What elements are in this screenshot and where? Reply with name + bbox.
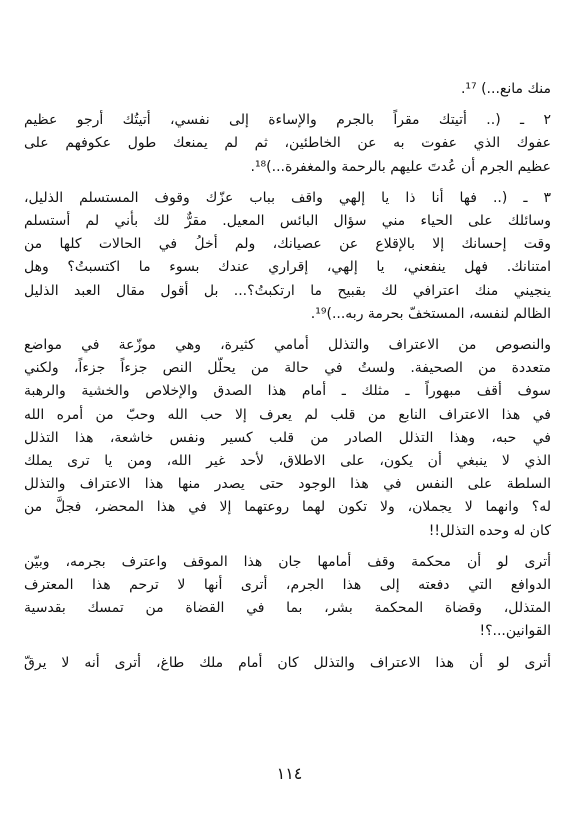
text-line: أترى لو أن هذا الاعتراف والتذلل كان أمام ملك طاغ، أترى أنه لا يرقّ bbox=[24, 654, 551, 671]
paragraph-gap bbox=[24, 326, 551, 334]
text-line: ٣ ـ (.. فها أنا ذا يا إلهي واقف بباب عزّك وقوف المستسلم الذليل، bbox=[24, 189, 551, 206]
paragraph bbox=[24, 187, 551, 326]
text-line: في هذا الاعتراف النابع من قلب لم يعرف إلا حب الله وحبّ من أمره الله bbox=[24, 406, 551, 423]
text-line: وسائلك على الحياء مني سؤال البائس المعيل. مقرٌّ لك بأني لم أستسلم bbox=[24, 213, 551, 230]
paragraph bbox=[24, 551, 551, 644]
page-number: ١١٤ bbox=[276, 764, 303, 783]
page-body-text bbox=[24, 78, 551, 675]
paragraph bbox=[24, 109, 551, 179]
text-line: كان له وحده التذلل!! bbox=[428, 522, 551, 539]
paragraph bbox=[24, 652, 551, 675]
text-line: السلطة على النفس في هذا الوجود حتى يصدر منها هذا الاعتراف والتذلل bbox=[24, 476, 551, 493]
paragraph-gap bbox=[24, 101, 551, 109]
text-line: عظيم الجرم أن عُدتَ عليهم بالرحمة والمغفرة...)¹⁸. bbox=[250, 158, 551, 175]
paragraph bbox=[24, 78, 551, 101]
paragraph-gap bbox=[24, 644, 551, 652]
text-line: وقت إحسانك إلا بالإقلاع عن عصيانك، ولم أخلُ في الحالات كلها من bbox=[24, 236, 551, 253]
text-line: في حبه، وهذا التذلل الصادر من قلب كسير ونفس خاشعة، هذا التذلل bbox=[24, 429, 551, 446]
text-line: الذي لا ينبغي أن يكون، على الاطلاق، لأحد غير الله، ومن يا ترى يملك bbox=[24, 453, 551, 470]
paragraph bbox=[24, 334, 551, 543]
text-line: عفوك الذي عفوت به عن الخاطئين، ثم لم يمنعك طول عكوفهم على bbox=[24, 135, 551, 152]
text-line: والنصوص من الاعتراف والتذلل أمامي كثيرة، وهي موزّعة في مواضع bbox=[24, 337, 551, 354]
text-line: ينجيني منك اعترافي لك بقبيح ما ارتكبتُ؟... بل أقول مقال العبد الذليل bbox=[24, 282, 551, 299]
text-line: القوانين...؟! bbox=[479, 623, 551, 640]
text-line: سوف أقف مبهوراً ـ مثلك ـ أمام هذا الصدق والإخلاص والخشية والرهبة bbox=[24, 383, 551, 400]
text-line: متعددة من الصحيفة. ولستُ في حالة من يحلّل النص جزءاً جزءاً، ولكني bbox=[24, 360, 551, 377]
paragraph-gap bbox=[24, 179, 551, 187]
text-line: الظالم لنفسه، المستخفّ بحرمة ربه...)¹⁹. bbox=[310, 305, 551, 322]
text-line: أترى لو أن محكمة وقف أمامها جان هذا الموقف واعترف بجرمه، وبيّن bbox=[24, 553, 551, 570]
text-line: الدوافع التي دفعته إلى هذا الجرم، أترى أنها لا ترحم هذا المعترف bbox=[24, 577, 551, 594]
text-line: ٢ ـ (.. أتيتك مقراً بالجرم والإساءة إلى نفسي، أتيتُك أرجو عظيم bbox=[24, 112, 551, 129]
text-line: امتنانك. فهل ينفعني، يا إلهي، إقراري عندك بسوء ما اكتسبتُ؟ وهل bbox=[24, 259, 551, 276]
text-line: له؟ وانهما لا يجملان، ولا تكون لهما روعتهما إلا في هذا المحضر، فجلَّ من bbox=[24, 499, 551, 516]
paragraph-gap bbox=[24, 543, 551, 551]
text-line: المتذلل، وقضاة المحكمة بشر، بما في القضاة من تمسك بقدسية bbox=[24, 600, 551, 617]
text-line: منك مانع...)‏ ¹⁷. bbox=[460, 81, 551, 97]
